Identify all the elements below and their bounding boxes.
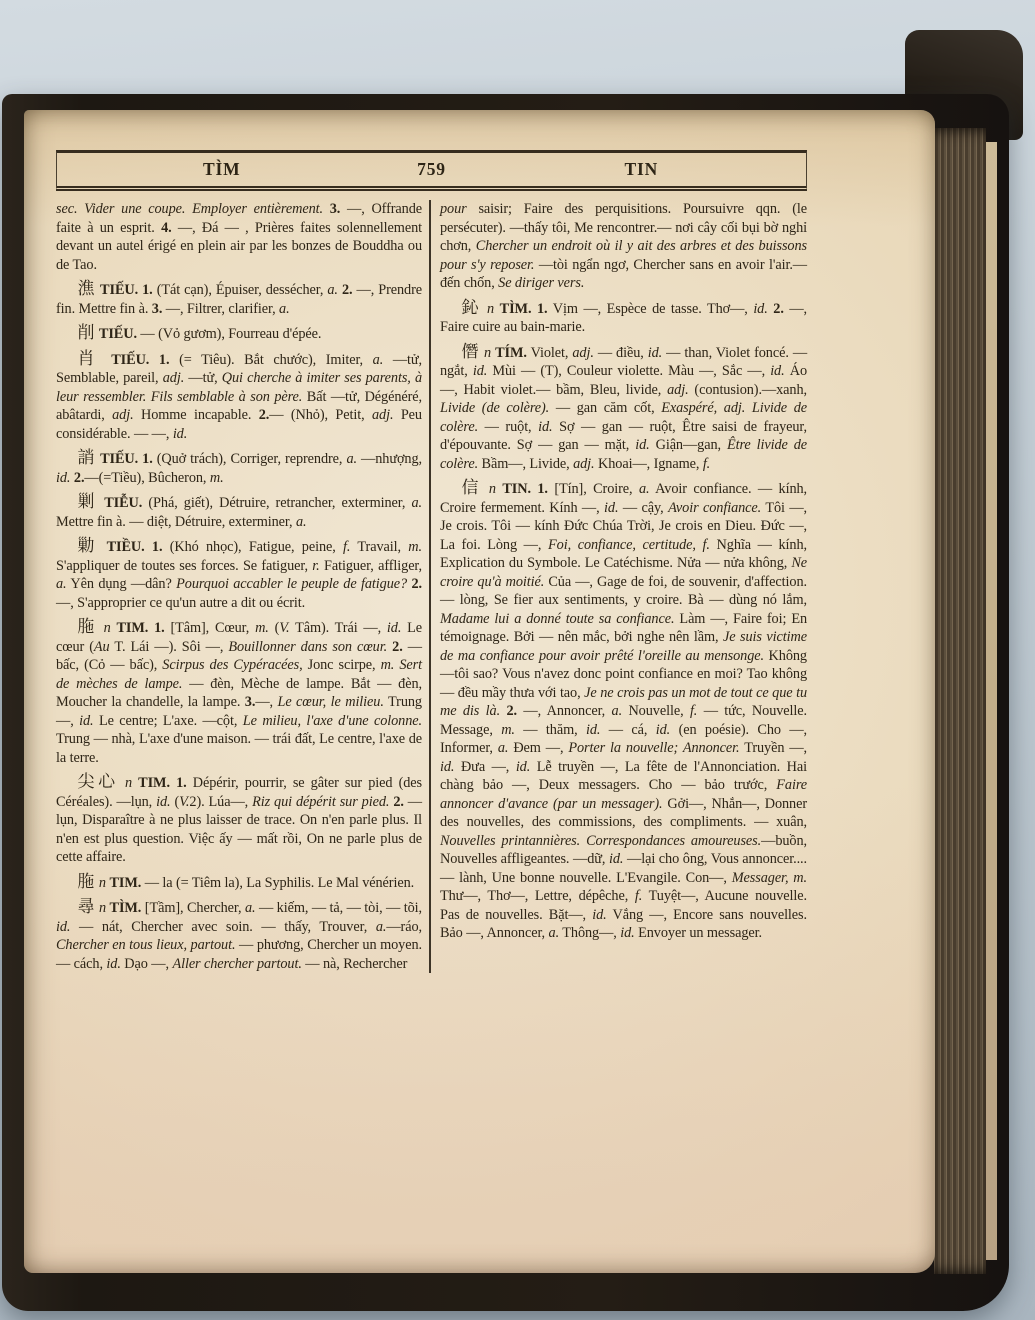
entry-text: —, Faire cuire au bain-marie. — [440, 300, 808, 335]
entry-text: id. — [515, 758, 531, 775]
entry-text: id. — [770, 363, 785, 379]
headword-ideograph: 肖 — [77, 348, 102, 369]
entry-text: — cá, — [600, 721, 656, 738]
entry-text: 2). Lúa—, — [189, 793, 253, 810]
entry-text: — (Vỏ gươm), Fourreau d'épée. — [136, 326, 322, 342]
entry-tieu-epuiser — [56, 280, 422, 318]
entry-text: (Tát cạn), Épuiser, dessécher, — [156, 282, 328, 298]
entry-text: n — [95, 900, 110, 916]
entry-text: — ruột, — [478, 418, 539, 435]
entry-text: (= Tiêu). Bắt chước), Imiter, — [169, 351, 373, 368]
entry-text: Livide (de colère). — [440, 400, 550, 416]
entry-text: f. — [702, 455, 711, 472]
entry-text: m. — [501, 721, 515, 738]
entry-text: —(=Tiều), Bûcheron, — [84, 469, 210, 486]
entry-text: m. — [380, 657, 395, 673]
entry-tim-violet — [440, 343, 807, 474]
entry-text: —, S'approprier ce qu'un autre a dit ou écrit. — [56, 594, 306, 611]
entry-text: Trung — nhà, L'axe d'une maison. — trái đất, Le centre, l'axe de la terre. — [56, 731, 422, 766]
book-page-edges — [934, 128, 986, 1274]
running-head — [56, 150, 807, 191]
entry-text: id. — [386, 620, 402, 636]
headword-ideograph: 信 — [461, 478, 483, 498]
entry-text: Làm —, Faire foi; En témoignage. Bởi — nên mắc, bởi nghe nên lầm, — [440, 610, 807, 645]
entry-text: Madame lui a donné toute sa confiance. — [440, 610, 675, 627]
entry-text: [Tầm], Chercher, — [141, 900, 245, 916]
entry-tieu-fatigue — [56, 537, 422, 612]
entry-continuation — [56, 200, 422, 274]
entry-text: id. — [608, 851, 624, 867]
entry-text: id. — [56, 469, 71, 486]
entry-text: f. — [634, 888, 643, 904]
entry-text: —, Annoncer, — [516, 703, 612, 719]
entry-text: Tuyệt—, Aucune nouvelle. Pas de nouvelles. Bặt—, — [440, 888, 807, 923]
entry-text: 4. — [161, 219, 172, 236]
entry-text: Của —, Gage de foi, de souvenir, d'affection. — lòng, Se fier aux sentiments, y croire. Bà — dùng nó lắm, — [440, 573, 807, 608]
entry-text: f. — [689, 703, 698, 719]
entry-tim-syphilis — [56, 873, 422, 893]
entry-text: —, — [255, 694, 278, 710]
entry-text: —buồn, Nouvelles affligeantes. —dữ, — [440, 832, 807, 867]
entry-text: a. — [372, 351, 384, 368]
entry-text: (Phá, giết), Détruire, retrancher, exterminer, — [142, 495, 412, 511]
entry-text: Riz qui dépérit sur pied. — [252, 793, 390, 810]
entry-tim-chercher — [56, 898, 422, 973]
headword-ideograph: 鈊 — [461, 297, 482, 318]
right-column — [429, 200, 807, 973]
entry-text: adj. — [667, 381, 689, 398]
entry-text: adj. — [112, 407, 134, 423]
entry-text: adj. — [573, 455, 595, 472]
entry-text: Le cœur ( — [56, 620, 423, 655]
entry-text: Đem —, — [508, 740, 569, 756]
entry-tieu-detruire — [56, 493, 422, 531]
entry-text: Khoai—, Igname, — [594, 455, 703, 472]
entry-text: id. — [472, 363, 488, 379]
entry-text: id. — [585, 721, 601, 738]
entry-text: Le milieu, l'axe d'une colonne. — [242, 712, 423, 729]
entry-text: id. — [106, 955, 121, 972]
entry-text: Faire annoncer d'avance (par un messager). — [440, 777, 807, 812]
entry-text: — phương, Chercher un moyen. — cách, — [56, 937, 422, 972]
entry-text: Mettre fin à. — diệt, Détruire, exterminer, — [56, 513, 296, 530]
entry-text: id. — [440, 758, 455, 775]
entry-text: a. — [411, 495, 422, 511]
headword-ideograph: 僭 — [461, 341, 480, 362]
entry-text: id. — [635, 437, 650, 453]
headword-ideograph: 剿 — [77, 492, 99, 512]
entry-text: Nouvelle, — [622, 703, 690, 719]
entry-text: saisir; Faire des perquisitions. Poursuivre qqn. (le persécuter). —thấy tôi, Me rencontrer.— nơi cây cối bụi bờ nghỉ chơn, — [440, 201, 807, 254]
entry-text: pour — [440, 201, 467, 217]
entry-text: id. — [592, 906, 607, 923]
entry-text: Être livide de colère. — [440, 437, 807, 472]
entry-text: Tâm). Trái —, — [289, 620, 387, 636]
entry-text: ( — [170, 793, 180, 810]
entry-text: a. — [279, 300, 290, 317]
entry-text: Exaspéré, adj. Livide de colère. — [440, 400, 807, 435]
entry-text: sec. Vider une coupe. Employer entièrement. — [56, 201, 330, 217]
entry-text: Sert de mèches de lampe. — [56, 657, 422, 692]
entry-tim-deperir — [56, 773, 422, 867]
entry-text: Je ne crois pas un mot de tout ce que tu me dis là. — [440, 684, 807, 719]
entry-text: 2. — [341, 282, 353, 298]
entry-text: adj. — [162, 370, 185, 386]
entry-text: — bấc, (Cỏ — bấc), — [56, 638, 422, 673]
entry-text: Scirpus des Cypéracées, — [162, 657, 303, 673]
entry-text: V. — [179, 793, 190, 810]
entry-text: a. — [497, 740, 509, 756]
entry-text: —tử, Semblable, pareil, — [56, 351, 423, 386]
entry-text: Le cœur, le milieu. — [277, 694, 384, 710]
entry-text: — điều, — [593, 344, 648, 361]
entry-text: 2. — [258, 407, 270, 423]
headword-ideograph: 誚 — [77, 448, 97, 468]
entry-text: TIM. — [109, 874, 142, 891]
entry-continuation — [440, 200, 807, 293]
entry-text: id. — [655, 721, 671, 738]
entry-text: Envoyer un messager. — [634, 925, 762, 941]
entry-text: a. — [56, 576, 67, 592]
entry-text: —nhượng, — [356, 451, 422, 467]
entry-text: Avoir confiance. — [668, 499, 762, 516]
entry-text: Au — [93, 638, 110, 655]
entry-text: Vịm —, Espèce de tasse. Thơ—, — [547, 300, 754, 317]
entry-text: Jonc scirpe, — [302, 657, 381, 673]
entry-text: 2. — [773, 300, 784, 317]
entry-text: Pourquoi accabler le peuple de fatigue? — [176, 576, 408, 592]
entry-text: TIM. 1. — [138, 775, 187, 791]
entry-text: — nát, Chercher avec soin. — thấy, Trouver, — [70, 918, 376, 935]
entry-text: 3. — [244, 694, 256, 710]
entry-text: Mùi — (T), Couleur violette. Màu —, Sắc —, — [487, 363, 771, 379]
entry-text: 2. — [506, 703, 517, 719]
entry-text: [Tín], Croire, — [547, 481, 639, 497]
entry-text: TIẾU. — [95, 326, 137, 342]
entry-text: TIỄU. — [98, 495, 143, 511]
entry-text: m. — [209, 469, 224, 486]
entry-text: Qui cherche à imiter ses parents, à leur ressembler. Fils semblable à son père. — [56, 370, 423, 405]
entry-text: Violet, — [526, 344, 573, 361]
entry-text: — thăm, — [514, 721, 586, 738]
entry-text: a. — [244, 900, 256, 916]
left-column — [56, 200, 429, 973]
entry-text: — kiếm, — tả, — tòi, — tõi, — [255, 900, 423, 916]
entry-text: TIẾU. 1. — [101, 351, 170, 368]
entry-text: Aller chercher partout. — [172, 955, 302, 972]
book-page — [24, 110, 935, 1273]
entry-text: TIỀU. 1. — [99, 539, 163, 555]
entry-text: — than, Violet foncé. — ngắt, — [440, 344, 808, 379]
book-page-edges-highlight — [986, 142, 997, 1260]
entry-text: id. — [753, 300, 768, 317]
entry-text: Giận—gan, — [649, 437, 727, 453]
entry-text: Nghĩa — kính, Explication du Symbole. Le Catéchisme. Nửa — nửa không, — [440, 536, 808, 571]
entry-text: n — [482, 481, 503, 497]
entry-text: Không—tôi sao? Vous n'avez donc point confiance en moi? Tao không — đều mầy thưa với tao, — [440, 647, 807, 701]
entry-text: a. — [548, 925, 560, 941]
entry-text: 2. — [411, 576, 423, 592]
entry-text: Chercher en tous lieux, partout. — [56, 937, 236, 953]
entry-text: a. — [611, 703, 623, 719]
entry-text: T. Lái —). Sôi —, — [109, 638, 229, 655]
entry-tieu-corriger — [56, 449, 422, 487]
entry-text: —tòi ngẩn ngơ, Chercher sans en avoir l'air.—đến chốn, — [440, 256, 807, 291]
entry-text: id. — [538, 418, 553, 435]
entry-text: Bouillonner dans son cœur. — [228, 638, 388, 655]
entry-text: —ráo, — [386, 918, 422, 935]
entry-text: —, Offrande faite à un esprit. — [56, 201, 422, 236]
headword-ideograph: 胣 — [77, 617, 98, 637]
entry-text: adj. — [572, 344, 594, 361]
entry-text: Chercher un endroit où il y ait des arbres et des buissons pour s'y reposer. — [440, 238, 807, 273]
entry-text: id. — [172, 425, 188, 442]
entry-text: 3. — [151, 300, 163, 317]
headword-ideograph: 削 — [77, 323, 96, 343]
entry-text: TÍM. — [495, 344, 527, 361]
entry-text: Đưa —, — [454, 758, 516, 775]
entry-text: Bầm—, Livide, — [478, 455, 574, 472]
entry-text: id. — [56, 918, 71, 935]
entry-text: Peu considérable. — —, — [56, 407, 422, 442]
entry-text: n — [479, 344, 496, 361]
entry-text: id. — [647, 344, 663, 361]
header-right-guideword: TIN — [624, 159, 659, 179]
entry-text: n — [97, 620, 117, 636]
entry-text: Bất —tử, Dégénéré, abâtardi, — [56, 388, 423, 423]
entry-text: — lụn, Disparaître à ne plus laisser de trace. On n'en parle plus. Il n'en est plus question. Việc ấy — mất rồi, On ne parle plus de cette affaire. — [56, 793, 422, 865]
entry-text: n — [118, 775, 139, 791]
entry-text: Le centre; L'axe. —cột, — [93, 712, 243, 729]
entry-text: Fatiguer, affliger, — [319, 557, 422, 574]
entry-text: TÌM. 1. — [499, 300, 548, 317]
entry-text: TIẾU. 1. — [96, 451, 153, 467]
entry-text: Porter la nouvelle; Annoncer. — [568, 740, 740, 756]
entry-text: —lại cho ông, Vous annoncer.... — lành, Une bonne nouvelle. L'Evangile. Con—, — [440, 851, 807, 886]
entry-text: m. — [408, 539, 422, 555]
entry-text: — gan căm cốt, — [549, 400, 662, 416]
entry-text: Foi, confiance, certitude, f. — [548, 536, 710, 553]
entry-text: TIM. 1. — [116, 620, 165, 636]
entry-text: —, Filtrer, clarifier, — [162, 300, 280, 317]
entry-text: S'appliquer de toutes ses forces. Se fatiguer, — [56, 557, 313, 574]
entry-text: a. — [327, 282, 338, 298]
entry-text: r. — [312, 557, 320, 574]
page-content — [56, 150, 807, 973]
entry-text: V. — [279, 620, 290, 636]
entry-text: Sợ — gan — ruột, Être saisi de frayeur, d'épouvante. Sợ — gan — mặt, — [440, 418, 807, 453]
entry-text: a. — [375, 918, 387, 935]
entry-text: —tử, — [184, 370, 222, 386]
entry-text: Thư—, Thơ—, Lettre, dépêche, — [440, 888, 635, 904]
page-number: 759 — [417, 159, 446, 179]
entry-text: a. — [295, 513, 307, 530]
entry-text: n — [481, 300, 500, 317]
entry-text: ( — [268, 620, 280, 636]
entry-text: adj. — [371, 407, 394, 423]
entry-text: Avoir confiance. — kính, Croire fermement. Kính —, — [440, 481, 808, 516]
entry-text: Thông—, — [559, 925, 621, 941]
entry-text: Se diriger vers. — [498, 275, 585, 291]
entry-text: n — [95, 874, 110, 891]
entry-text: 2. — [73, 469, 85, 486]
entry-text: Dạo —, — [120, 955, 173, 972]
entry-text: (Khó nhọc), Fatigue, peine, — [162, 539, 344, 555]
entry-tieu-fourreau — [56, 324, 422, 344]
entry-text: id. — [604, 499, 619, 516]
entry-text: TIẾU. 1. — [96, 282, 157, 298]
headword-ideograph: 胣 — [77, 871, 96, 892]
entry-text: Je suis victime de ma confiance pour avoir prêté l'oreille au mensonge. — [440, 629, 807, 664]
entry-text: TIN. 1. — [502, 481, 548, 497]
entry-text: a. — [638, 481, 650, 497]
entry-text: Vắng —, Encore sans nouvelles. Bảo —, Annoncer, — [440, 906, 807, 941]
entry-text: (contusion).—xanh, — [688, 381, 807, 398]
entry-text: 2. — [392, 638, 403, 655]
entry-text: 2. — [393, 793, 404, 810]
entry-text: id. — [79, 712, 94, 729]
entry-text: Messager, m. — [731, 869, 807, 886]
entry-text: (Quở trách), Corriger, reprendre, — [152, 451, 347, 467]
entry-text: — nà, Rechercher — [301, 955, 408, 972]
headword-ideograph: 勦 — [77, 536, 100, 556]
headword-ideograph: 尖心 — [77, 772, 119, 792]
entry-text: TÌM. — [109, 900, 142, 916]
entry-text: a. — [346, 451, 357, 467]
entry-text: Truyền —, — [739, 740, 807, 756]
entry-text: —, Đá — , Prières faites solennellement devant un autel érigé en plein air par les bonzes de Bouddha ou de Tao. — [56, 219, 422, 273]
entry-text: — tức, Nouvelle. Message, — [440, 703, 807, 738]
entry-text: Gởi—, Nhắn—, Donner des nouvelles, des commissions, des compliments. — xuân, — [440, 795, 807, 830]
entry-tin-croire — [440, 479, 807, 943]
entry-tieu-imiter — [56, 350, 422, 444]
entry-text: Yên dụng —dân? — [66, 576, 177, 592]
entry-text: 3. — [329, 201, 341, 217]
entry-text: Áo —, Habit violet.— bầm, Bleu, livide, — [440, 363, 807, 398]
entry-text: Lễ truyền —, La fête de l'Annonciation. Hai chàng bảo —, Deux messagers. Cho — bảo trước, — [440, 758, 807, 793]
entry-text: Trung —, — [56, 694, 422, 729]
entry-tim-tasse — [440, 299, 807, 337]
entry-text: Tôi —, Je crois. Tôi — kính Đức Chúa Trời, Je crois en Dieu. Đức —, La foi. Lòng —, — [440, 499, 807, 553]
headword-ideograph: 尋 — [77, 897, 96, 917]
entry-text: — đèn, Mèche de lampe. Bắt — đèn, Moucher la chandelle, la lampe. — [56, 675, 422, 710]
entry-text: id. — [156, 793, 171, 810]
text-columns — [56, 200, 807, 973]
entry-text: — la (= Tiêm la), La Syphilis. Le Mal vénérien. — [141, 874, 415, 891]
entry-text: Ne croire qu'à moitié. — [440, 555, 807, 590]
header-left-guideword: TÌM — [203, 159, 241, 179]
entry-text: f. — [343, 539, 351, 555]
entry-tim-coeur — [56, 618, 422, 767]
entry-text: Nouvelles printannières. Correspondances amoureuses. — [440, 832, 762, 849]
entry-text: Dépérir, pourrir, se gâter sur pied (des Céréales). —lụn, — [56, 775, 423, 810]
entry-text: m. — [255, 620, 269, 636]
headword-ideograph: 潐 — [77, 279, 97, 299]
entry-text: id. — [620, 925, 635, 941]
entry-text: — cậy, — [618, 499, 669, 516]
entry-text: (en poésie). Cho —, Informer, — [440, 721, 807, 756]
entry-text: [Tâm], Cœur, — [164, 620, 256, 636]
entry-text: —, Prendre fin. Mettre fin à. — [56, 282, 422, 317]
entry-text: Travail, — [350, 539, 409, 555]
entry-text: Homme incapable. — [133, 407, 259, 423]
entry-text: — (Nhỏ), Petit, — [269, 407, 372, 423]
